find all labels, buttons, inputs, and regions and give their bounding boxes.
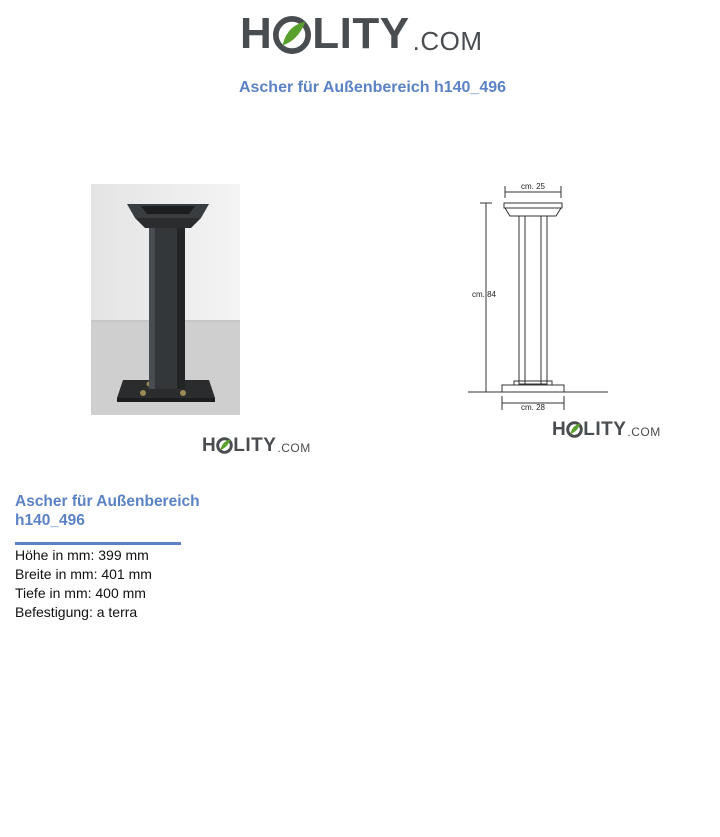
spec-list bbox=[15, 546, 152, 622]
spec-row-height bbox=[15, 546, 152, 565]
drawing-logo bbox=[552, 420, 661, 439]
product-photo bbox=[91, 184, 240, 415]
logo-o-leaf-icon bbox=[566, 421, 583, 438]
spec-label: Tiefe in mm: bbox=[15, 585, 92, 601]
logo-text-end: LITY bbox=[583, 419, 627, 440]
logo-text-start: H bbox=[202, 435, 217, 456]
title-divider bbox=[15, 542, 181, 545]
spec-row-width bbox=[15, 565, 152, 584]
spec-value: 399 mm bbox=[98, 547, 149, 563]
photo-logo bbox=[202, 436, 311, 455]
spec-row-mounting bbox=[15, 603, 152, 622]
logo-suffix: .COM bbox=[277, 441, 311, 455]
page-title: Ascher für Außenbereich h140_496 bbox=[238, 79, 507, 96]
holity-logo[interactable] bbox=[240, 9, 483, 58]
spec-label: Befestigung: bbox=[15, 604, 93, 620]
product-title bbox=[15, 492, 235, 530]
logo-text-end: LITY bbox=[233, 435, 277, 456]
product-title-line2: h140_496 bbox=[15, 512, 85, 529]
logo-text-start: H bbox=[240, 9, 273, 58]
dimension-base-label: cm. 28 bbox=[520, 403, 546, 412]
logo-o-leaf-icon bbox=[273, 16, 311, 54]
logo-text-end: LITY bbox=[312, 9, 410, 58]
spec-label: Höhe in mm: bbox=[15, 547, 95, 563]
spec-value: 400 mm bbox=[95, 585, 146, 601]
logo-suffix: .COM bbox=[412, 26, 483, 56]
spec-row-depth bbox=[15, 584, 152, 603]
logo-text-start: H bbox=[552, 419, 567, 440]
spec-value: 401 mm bbox=[101, 566, 152, 582]
dimension-top-label: cm. 25 bbox=[520, 182, 546, 191]
spec-label: Breite in mm: bbox=[15, 566, 98, 582]
product-title-line1: Ascher für Außenbereich bbox=[15, 493, 200, 510]
logo-o-leaf-icon bbox=[216, 437, 233, 454]
dimension-height-label: cm. 84 bbox=[471, 290, 497, 299]
logo-suffix: .COM bbox=[627, 425, 661, 439]
spec-value: a terra bbox=[96, 604, 138, 620]
technical-drawing bbox=[468, 176, 613, 416]
